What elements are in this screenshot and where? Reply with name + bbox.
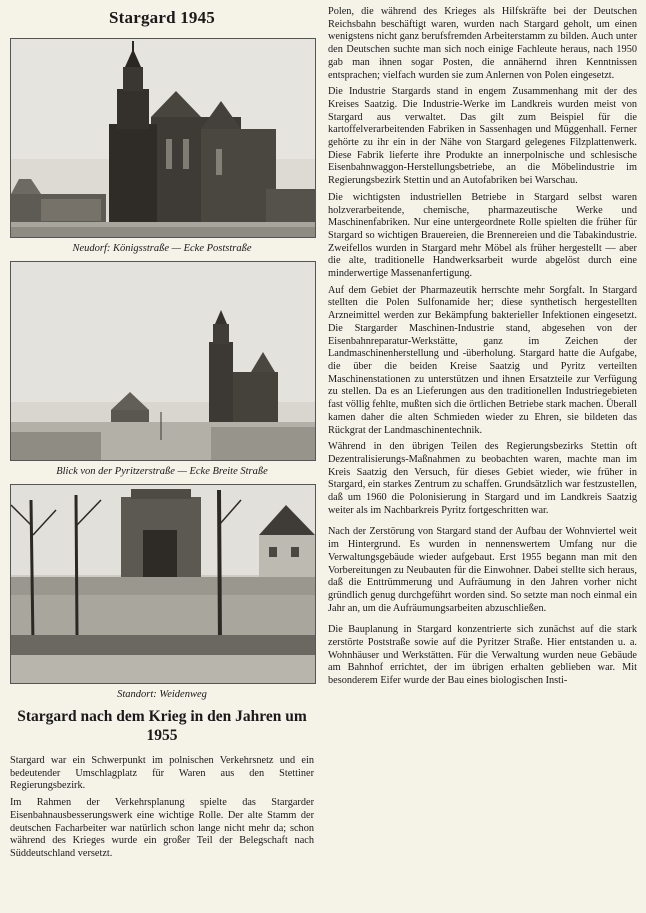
distant-view-photo-image xyxy=(11,262,315,460)
weidenweg-photo-image xyxy=(11,485,315,683)
left-paragraph-1: Stargard war ein Schwerpunkt im polnischen Verkehrsnetz und ein bedeutender Umschlagplatz für Waren aus den Stettiner Regierungsbezirk. xyxy=(10,755,314,792)
photo-church xyxy=(10,38,316,238)
church-photo-image xyxy=(11,39,315,237)
photo-caption-3: Standort: Weidenweg xyxy=(117,689,207,700)
right-paragraph-6: Nach der Zerstörung von Stargard stand der Aufbau der Wohnviertel weit im Hintergrund. Es wurden in nennenswertem Umfang nur die Verwaltungsgebäude wieder aufgebaut. Erst 1955 begann man mit den Vorbereitungen zu Neubauten für die Einwohner. Dabei stellte sich heraus, daß die Enttrümmerung und Aufräumung in den Jahren vorher nicht gründlich genug durchgeführt worden sind. So setzte man noch einmal ein Jahr an, um die Aufräumungsarbeiten abzuschließen. xyxy=(328,526,637,614)
right-paragraph-2: Die Industrie Stargards stand in engem Zusammenhang mit der des Kreises Saatzig. Die Industrie-Werke im Landkreis wurden meist von Stargard aus verwaltet. Das gilt zum Beispiel für die kartoffelverarbeitenden Fabriken in Sassenhagen und Müggenhall. Ferner gehörte zu ihr ein in der Nähe von Stargard gelegenes Filzplattenwerk. Diese Fabrik lieferte ihre Produkte an innerpolnische und schlesische Eisenbahnwaggon-Herstellungsbetriebe, an die Möbelindustrie im Regierungsbezirk Stettin und an Autofabriken bei Warschau. xyxy=(328,86,637,187)
photo-weidenweg xyxy=(10,484,316,684)
photo-caption-1: Neudorf: Königsstraße — Ecke Poststraße xyxy=(72,243,252,254)
right-paragraph-3: Die wichtigsten industriellen Betriebe in Stargard selbst waren holzverarbeitende, chemische, pharmazeutische Werke und Maschinenfabriken. Nur eine untergeordnete Rolle spielten die früher für Stargard so wichtigen Brauereien, die Brennereien und die Tabakindustrie. Zweifellos wurden in Stargard mehr Möbel als früher hergestellt — aber die alte, traditionelle Handwerksarbeit wurde abgelöst durch eine minderwertige Massenanfertigung. xyxy=(328,191,637,280)
left-column xyxy=(10,6,314,865)
photo-distant-view xyxy=(10,261,316,461)
photo-caption-2: Blick von der Pyritzerstraße — Ecke Breite Straße xyxy=(56,466,268,477)
section-headline: Stargard nach dem Krieg in den Jahren um 1955 xyxy=(17,708,307,744)
right-paragraph-4: Auf dem Gebiet der Pharmazeutik herrschte mehr Sorgfalt. In Stargard stellten die Polen Sulfonamide her; diese synthetisch hergestellten Arzneimittel werden zur Bekämpfung bakterieller Infektionen eingesetzt. Die Stargarder Maschinen-Industrie stand, abgesehen von der Eisenbahnreparatur-Werkstätte, ganz im Zeichen der Landmaschinenherstellung und -überholung. Stargard hatte die Aufgabe, die über die beiden Kreise Saatzig und Pyritz verteilten Maschinenstationen zu unterstützen und ihnen Ersatzteile zur Verfügung zu stellen. Da es an Lieferungen aus den traditionellen Industriegebieten fast völlig fehlte, mußten sich die örtlichen Betriebe stark machen. Überall kamen daher die alten Schmieden wieder zu Ehren, sie bildeten das Rückgrat der Landmaschinentechnik. xyxy=(328,284,637,436)
right-paragraph-7: Die Bauplanung in Stargard konzentrierte sich zunächst auf die stark zerstörte Poststraße sowie auf die Pyritzer Straße. Hier entstanden u. a. Wohnhäuser und Werkstätten. Für die Verwaltung wurden neue Gebäude am Bahnhof errichtet, der im übrigen erhalten geblieben war. Mit besonderem Eifer wurde der Bau eines biologischen Insti- xyxy=(328,624,637,687)
left-paragraph-2: Im Rahmen der Verkehrsplanung spielte das Stargarder Eisenbahnausbesserungswerk eine wichtige Rolle. Der alte Stamm der deutschen Facharbeiter war natürlich schon lange nicht mehr da; schon während des Krieges wurde ein großer Teil der Belegschaft nach Süddeutschland versetzt. xyxy=(10,797,314,859)
right-column xyxy=(328,6,637,692)
right-paragraph-5: Während in den übrigen Teilen des Regierungsbezirks Stettin oft Dezentralisierungs-Maßnahmen zu beobachten waren, machte man im Kreis Saatzig den Versuch, für dieses Gebiet wieder, wie früher in Stargard, ein starkes Zentrum zu schaffen. Grundsätzlich war festzustellen, daß um 1960 die Polonisierung in Stargard und im Landkreis Saatzig weiter als im Nachbarkreis Pyritz fortgeschritten war. xyxy=(328,441,637,516)
page-title: Stargard 1945 xyxy=(108,8,215,27)
right-paragraph-1: Polen, die während des Krieges als Hilfskräfte bei der Deutschen Reichsbahn beschäftigt waren, wurden nach Stargard geholt, um einen wenigstens nicht ganz berufsfremden Arbeiterstamm zu bilden. Auch unter den Deutschen suchte man sich noch einige Fachleute heraus, nach 1950 gab man ihnen sogar Posten, die annähernd ihren Kenntnissen entsprachen; vielfach wurden sie zum Anlernen von Polen eingesetzt. xyxy=(328,6,637,81)
